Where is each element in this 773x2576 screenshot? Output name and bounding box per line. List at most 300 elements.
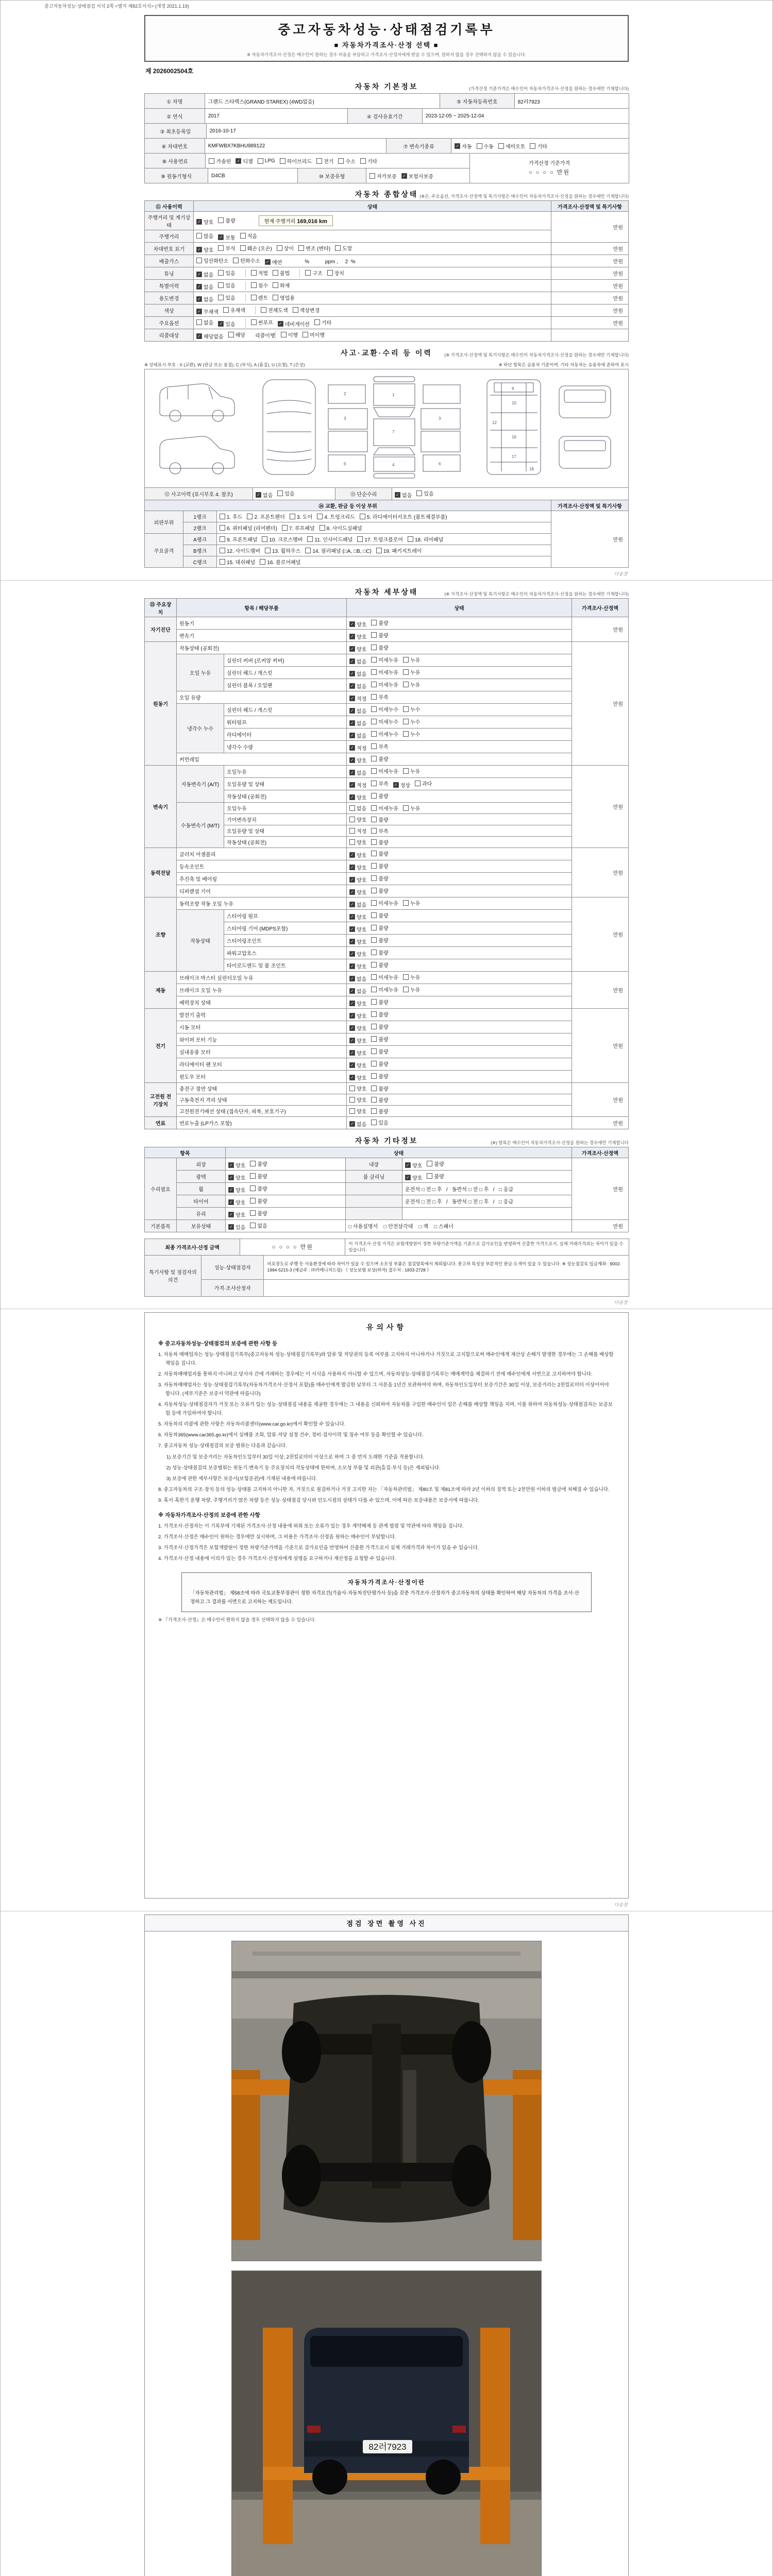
checkbox-option[interactable] bbox=[371, 668, 398, 676]
checked-checkbox-icon[interactable]: ✓ bbox=[401, 173, 407, 179]
unchecked-checkbox-icon[interactable] bbox=[307, 536, 313, 542]
checkbox-option[interactable] bbox=[371, 936, 388, 944]
checkbox-option[interactable] bbox=[349, 1037, 366, 1044]
checkbox-option[interactable] bbox=[371, 730, 398, 738]
unchecked-checkbox-icon[interactable] bbox=[427, 1161, 432, 1166]
checkbox-option[interactable] bbox=[360, 157, 377, 165]
checkbox-option[interactable] bbox=[218, 281, 235, 289]
checkbox-option[interactable] bbox=[403, 899, 420, 907]
checkbox-option[interactable] bbox=[349, 707, 366, 715]
checkbox-option[interactable] bbox=[305, 547, 372, 554]
checkbox-option[interactable] bbox=[403, 681, 420, 688]
checkbox-option[interactable] bbox=[349, 781, 366, 789]
checkbox-option[interactable] bbox=[196, 295, 213, 303]
checkbox-option[interactable] bbox=[240, 232, 257, 240]
unchecked-checkbox-icon[interactable] bbox=[273, 282, 278, 288]
unchecked-checkbox-icon[interactable] bbox=[335, 245, 341, 251]
checkbox-option[interactable] bbox=[250, 1222, 267, 1229]
unchecked-checkbox-icon[interactable] bbox=[247, 514, 253, 519]
unchecked-checkbox-icon[interactable] bbox=[530, 143, 535, 149]
unchecked-checkbox-icon[interactable] bbox=[371, 706, 377, 712]
checked-checkbox-icon[interactable]: ✓ bbox=[228, 1162, 234, 1168]
unchecked-checkbox-icon[interactable] bbox=[371, 768, 377, 774]
unchecked-checkbox-icon[interactable] bbox=[371, 805, 377, 811]
checkbox-option[interactable] bbox=[265, 258, 282, 266]
checked-checkbox-icon[interactable]: ✓ bbox=[256, 492, 261, 498]
checked-checkbox-icon[interactable]: ✓ bbox=[349, 877, 355, 883]
checked-checkbox-icon[interactable]: ✓ bbox=[349, 963, 355, 969]
checkbox-option[interactable] bbox=[196, 232, 213, 240]
unchecked-checkbox-icon[interactable] bbox=[371, 937, 377, 943]
unchecked-checkbox-icon[interactable] bbox=[371, 1011, 377, 1017]
unchecked-checkbox-icon[interactable] bbox=[303, 332, 308, 337]
unchecked-checkbox-icon[interactable] bbox=[371, 620, 377, 625]
checkbox-option[interactable] bbox=[349, 1084, 366, 1092]
checkbox-option[interactable] bbox=[196, 332, 224, 340]
checked-checkbox-icon[interactable]: ✓ bbox=[349, 1001, 355, 1006]
checked-checkbox-icon[interactable]: ✓ bbox=[196, 272, 202, 277]
checkbox-option[interactable] bbox=[278, 320, 310, 328]
checkbox-option[interactable] bbox=[371, 792, 388, 800]
unchecked-checkbox-icon[interactable] bbox=[251, 319, 257, 325]
unchecked-checkbox-icon[interactable] bbox=[349, 817, 355, 822]
unchecked-checkbox-icon[interactable] bbox=[314, 319, 320, 325]
unchecked-checkbox-icon[interactable] bbox=[403, 669, 409, 675]
unchecked-checkbox-icon[interactable] bbox=[250, 1173, 256, 1179]
checked-checkbox-icon[interactable]: ✓ bbox=[349, 671, 355, 676]
unchecked-checkbox-icon[interactable] bbox=[360, 158, 366, 164]
checkbox-option[interactable] bbox=[371, 693, 388, 701]
checkbox-option[interactable] bbox=[349, 999, 366, 1007]
checked-checkbox-icon[interactable]: ✓ bbox=[236, 158, 241, 164]
checkbox-option[interactable] bbox=[298, 244, 330, 252]
checkbox-option[interactable] bbox=[403, 986, 420, 993]
checkbox-option[interactable] bbox=[196, 246, 213, 253]
unchecked-checkbox-icon[interactable] bbox=[371, 851, 377, 856]
unchecked-checkbox-icon[interactable] bbox=[218, 282, 224, 288]
checked-checkbox-icon[interactable]: ✓ bbox=[455, 143, 460, 149]
unchecked-checkbox-icon[interactable] bbox=[408, 536, 413, 542]
unchecked-checkbox-icon[interactable] bbox=[371, 817, 377, 822]
checkbox-option[interactable] bbox=[250, 1172, 267, 1180]
unchecked-checkbox-icon[interactable] bbox=[403, 987, 409, 992]
checkbox-option[interactable] bbox=[236, 157, 253, 165]
checkbox-option[interactable] bbox=[349, 633, 366, 640]
unchecked-checkbox-icon[interactable] bbox=[371, 987, 377, 992]
checkbox-option[interactable] bbox=[273, 294, 295, 301]
checkbox-option[interactable] bbox=[349, 719, 366, 727]
unchecked-checkbox-icon[interactable] bbox=[349, 805, 355, 811]
unchecked-checkbox-icon[interactable] bbox=[371, 912, 377, 918]
checkbox-option[interactable] bbox=[357, 535, 403, 543]
checkbox-option[interactable] bbox=[401, 172, 433, 180]
checked-checkbox-icon[interactable]: ✓ bbox=[196, 219, 202, 225]
unchecked-checkbox-icon[interactable] bbox=[349, 839, 355, 845]
unchecked-checkbox-icon[interactable] bbox=[251, 282, 257, 288]
next-page-link[interactable]: 다음장 bbox=[614, 1299, 628, 1305]
checkbox-option[interactable] bbox=[251, 281, 268, 289]
unchecked-checkbox-icon[interactable] bbox=[338, 158, 344, 164]
unchecked-checkbox-icon[interactable] bbox=[371, 1073, 377, 1079]
checkbox-option[interactable] bbox=[335, 244, 352, 252]
checkbox-option[interactable] bbox=[228, 1161, 245, 1169]
checkbox-option[interactable] bbox=[405, 1174, 422, 1181]
checked-checkbox-icon[interactable]: ✓ bbox=[349, 865, 355, 870]
unchecked-checkbox-icon[interactable] bbox=[290, 514, 295, 519]
checkbox-option[interactable] bbox=[349, 851, 366, 859]
checkbox-option[interactable] bbox=[293, 306, 320, 314]
checkbox-option[interactable] bbox=[220, 547, 260, 554]
checkbox-option[interactable] bbox=[220, 513, 242, 520]
checkbox-option[interactable] bbox=[349, 804, 366, 812]
checkbox-option[interactable] bbox=[349, 950, 366, 958]
checkbox-option[interactable] bbox=[349, 1061, 366, 1069]
checkbox-option[interactable] bbox=[371, 1084, 388, 1092]
unchecked-checkbox-icon[interactable] bbox=[360, 514, 365, 519]
checked-checkbox-icon[interactable]: ✓ bbox=[196, 296, 202, 302]
checkbox-option[interactable] bbox=[349, 1096, 366, 1104]
unchecked-checkbox-icon[interactable] bbox=[371, 999, 377, 1005]
checkbox-option[interactable] bbox=[349, 1049, 366, 1057]
checked-checkbox-icon[interactable]: ✓ bbox=[349, 1013, 355, 1019]
unchecked-checkbox-icon[interactable] bbox=[371, 694, 377, 700]
checkbox-option[interactable] bbox=[349, 657, 366, 665]
checkbox-option[interactable] bbox=[371, 973, 398, 981]
checkbox-option[interactable] bbox=[371, 619, 388, 626]
checkbox-option[interactable] bbox=[228, 331, 245, 338]
checkbox-option[interactable] bbox=[290, 513, 312, 520]
unchecked-checkbox-icon[interactable] bbox=[349, 828, 355, 834]
checkbox-option[interactable] bbox=[349, 1107, 366, 1115]
checkbox-option[interactable] bbox=[371, 742, 388, 750]
checkbox-option[interactable] bbox=[228, 1174, 245, 1181]
checkbox-option[interactable] bbox=[349, 901, 366, 908]
unchecked-checkbox-icon[interactable] bbox=[220, 548, 225, 553]
unchecked-checkbox-icon[interactable] bbox=[273, 270, 278, 276]
checked-checkbox-icon[interactable]: ✓ bbox=[349, 745, 355, 751]
checkbox-option[interactable] bbox=[316, 157, 333, 165]
checked-checkbox-icon[interactable]: ✓ bbox=[278, 321, 283, 327]
unchecked-checkbox-icon[interactable] bbox=[218, 217, 224, 223]
unchecked-checkbox-icon[interactable] bbox=[218, 295, 224, 300]
unchecked-checkbox-icon[interactable] bbox=[371, 1061, 377, 1066]
unchecked-checkbox-icon[interactable] bbox=[403, 719, 409, 724]
checked-checkbox-icon[interactable]: ✓ bbox=[196, 247, 202, 252]
checkbox-option[interactable] bbox=[240, 244, 272, 252]
unchecked-checkbox-icon[interactable] bbox=[277, 490, 283, 496]
unchecked-checkbox-icon[interactable] bbox=[371, 657, 377, 663]
checked-checkbox-icon[interactable]: ✓ bbox=[349, 733, 355, 738]
unchecked-checkbox-icon[interactable] bbox=[349, 1086, 355, 1091]
checkbox-option[interactable] bbox=[196, 308, 219, 315]
checked-checkbox-icon[interactable]: ✓ bbox=[349, 770, 355, 775]
checkbox-option[interactable] bbox=[349, 694, 366, 702]
unchecked-checkbox-icon[interactable] bbox=[403, 657, 409, 663]
checkbox-option[interactable] bbox=[349, 1012, 366, 1020]
unchecked-checkbox-icon[interactable] bbox=[371, 1120, 377, 1125]
checkbox-option[interactable] bbox=[360, 513, 447, 520]
checkbox-option[interactable] bbox=[196, 318, 213, 326]
checkbox-option[interactable] bbox=[403, 656, 420, 664]
checkbox-option[interactable] bbox=[477, 142, 494, 150]
unchecked-checkbox-icon[interactable] bbox=[196, 319, 202, 325]
unchecked-checkbox-icon[interactable] bbox=[240, 233, 246, 239]
unchecked-checkbox-icon[interactable] bbox=[220, 514, 225, 519]
checkbox-option[interactable] bbox=[349, 793, 366, 801]
unchecked-checkbox-icon[interactable] bbox=[250, 1223, 256, 1228]
checkbox-option[interactable] bbox=[405, 1161, 422, 1169]
checkbox-option[interactable] bbox=[369, 172, 397, 180]
checkbox-option[interactable] bbox=[349, 769, 366, 776]
unchecked-checkbox-icon[interactable] bbox=[250, 1185, 256, 1191]
checkbox-option[interactable] bbox=[320, 524, 362, 532]
unchecked-checkbox-icon[interactable] bbox=[371, 645, 377, 650]
unchecked-checkbox-icon[interactable] bbox=[218, 245, 224, 251]
checkbox-option[interactable] bbox=[218, 233, 235, 241]
checkbox-option[interactable] bbox=[196, 257, 228, 264]
checkbox-option[interactable] bbox=[403, 973, 420, 981]
checked-checkbox-icon[interactable]: ✓ bbox=[349, 794, 355, 800]
checkbox-option[interactable] bbox=[371, 1060, 388, 1067]
checked-checkbox-icon[interactable]: ✓ bbox=[228, 1187, 234, 1193]
checkbox-option[interactable] bbox=[265, 547, 300, 554]
checkbox-option[interactable] bbox=[218, 244, 235, 252]
checked-checkbox-icon[interactable]: ✓ bbox=[349, 696, 355, 701]
unchecked-checkbox-icon[interactable] bbox=[316, 158, 322, 164]
checked-checkbox-icon[interactable]: ✓ bbox=[349, 782, 355, 788]
next-page-link[interactable]: 다음장 bbox=[614, 571, 628, 577]
unchecked-checkbox-icon[interactable] bbox=[233, 258, 239, 263]
unchecked-checkbox-icon[interactable] bbox=[327, 270, 333, 276]
checkbox-option[interactable] bbox=[220, 524, 277, 532]
checkbox-option[interactable] bbox=[498, 142, 526, 150]
checked-checkbox-icon[interactable]: ✓ bbox=[196, 333, 202, 339]
checkbox-option[interactable] bbox=[403, 668, 420, 676]
checkbox-option[interactable] bbox=[228, 1198, 245, 1206]
checkbox-option[interactable] bbox=[258, 158, 275, 164]
unchecked-checkbox-icon[interactable] bbox=[403, 706, 409, 712]
unchecked-checkbox-icon[interactable] bbox=[349, 1108, 355, 1114]
checkbox-option[interactable] bbox=[349, 863, 366, 871]
unchecked-checkbox-icon[interactable] bbox=[220, 525, 225, 531]
checkbox-option[interactable] bbox=[403, 804, 420, 812]
checked-checkbox-icon[interactable]: ✓ bbox=[349, 658, 355, 664]
checkbox-option[interactable] bbox=[281, 331, 298, 338]
checkbox-option[interactable] bbox=[349, 827, 366, 835]
checked-checkbox-icon[interactable]: ✓ bbox=[349, 683, 355, 689]
checked-checkbox-icon[interactable]: ✓ bbox=[228, 1212, 234, 1217]
checked-checkbox-icon[interactable]: ✓ bbox=[349, 634, 355, 639]
unchecked-checkbox-icon[interactable] bbox=[371, 863, 377, 869]
checkbox-option[interactable] bbox=[371, 1023, 388, 1030]
checkbox-option[interactable] bbox=[371, 827, 388, 835]
checkbox-option[interactable] bbox=[371, 779, 388, 787]
checkbox-option[interactable] bbox=[223, 306, 245, 314]
checked-checkbox-icon[interactable]: ✓ bbox=[393, 782, 399, 788]
checked-checkbox-icon[interactable]: ✓ bbox=[349, 1121, 355, 1127]
unchecked-checkbox-icon[interactable] bbox=[320, 525, 325, 531]
checkbox-option[interactable] bbox=[371, 816, 388, 823]
checkbox-option[interactable] bbox=[256, 491, 273, 499]
checkbox-option[interactable] bbox=[314, 318, 331, 326]
checked-checkbox-icon[interactable]: ✓ bbox=[349, 926, 355, 932]
checkbox-option[interactable] bbox=[455, 142, 472, 150]
checkbox-option[interactable] bbox=[349, 987, 366, 995]
checkbox-option[interactable] bbox=[209, 157, 231, 165]
checkbox-option[interactable] bbox=[260, 558, 300, 566]
unchecked-checkbox-icon[interactable] bbox=[282, 525, 288, 531]
checkbox-option[interactable] bbox=[376, 547, 422, 554]
unchecked-checkbox-icon[interactable] bbox=[277, 245, 282, 251]
unchecked-checkbox-icon[interactable] bbox=[250, 1161, 256, 1166]
checkbox-option[interactable] bbox=[277, 489, 294, 497]
checkbox-option[interactable] bbox=[371, 887, 388, 894]
checked-checkbox-icon[interactable]: ✓ bbox=[349, 852, 355, 858]
checkbox-option[interactable] bbox=[349, 744, 366, 752]
checkbox-option[interactable] bbox=[338, 157, 355, 165]
unchecked-checkbox-icon[interactable] bbox=[317, 514, 323, 519]
checkbox-option[interactable] bbox=[403, 730, 420, 738]
unchecked-checkbox-icon[interactable] bbox=[371, 719, 377, 724]
checkbox-option[interactable] bbox=[233, 257, 260, 264]
checked-checkbox-icon[interactable]: ✓ bbox=[196, 309, 202, 314]
checkbox-option[interactable] bbox=[218, 216, 235, 224]
checkbox-option[interactable] bbox=[228, 1211, 245, 1218]
checked-checkbox-icon[interactable]: ✓ bbox=[228, 1175, 234, 1180]
checkbox-option[interactable] bbox=[371, 1107, 388, 1115]
checkbox-option[interactable] bbox=[250, 1160, 267, 1167]
checkbox-option[interactable] bbox=[371, 681, 398, 688]
checkbox-option[interactable] bbox=[327, 269, 344, 277]
checkbox-option[interactable] bbox=[349, 888, 366, 896]
checkbox-option[interactable] bbox=[349, 756, 366, 764]
unchecked-checkbox-icon[interactable] bbox=[376, 548, 382, 553]
unchecked-checkbox-icon[interactable] bbox=[371, 828, 377, 834]
checkbox-option[interactable] bbox=[250, 1184, 267, 1192]
checkbox-option[interactable] bbox=[349, 1024, 366, 1032]
checkbox-option[interactable] bbox=[349, 838, 366, 846]
unchecked-checkbox-icon[interactable] bbox=[218, 270, 224, 276]
unchecked-checkbox-icon[interactable] bbox=[371, 875, 377, 881]
unchecked-checkbox-icon[interactable] bbox=[371, 1108, 377, 1114]
unchecked-checkbox-icon[interactable] bbox=[371, 1086, 377, 1091]
checkbox-option[interactable] bbox=[218, 269, 235, 277]
unchecked-checkbox-icon[interactable] bbox=[403, 805, 409, 811]
checkbox-option[interactable] bbox=[349, 620, 366, 628]
unchecked-checkbox-icon[interactable] bbox=[403, 974, 409, 980]
checked-checkbox-icon[interactable]: ✓ bbox=[349, 951, 355, 957]
unchecked-checkbox-icon[interactable] bbox=[371, 731, 377, 737]
unchecked-checkbox-icon[interactable] bbox=[262, 536, 267, 542]
checkbox-option[interactable] bbox=[349, 1120, 366, 1128]
checkbox-option[interactable] bbox=[403, 767, 420, 775]
checkbox-option[interactable] bbox=[371, 767, 398, 775]
unchecked-checkbox-icon[interactable] bbox=[371, 1036, 377, 1042]
unchecked-checkbox-icon[interactable] bbox=[209, 158, 214, 164]
unchecked-checkbox-icon[interactable] bbox=[251, 270, 257, 276]
checkbox-option[interactable] bbox=[349, 645, 366, 653]
unchecked-checkbox-icon[interactable] bbox=[498, 143, 504, 149]
checkbox-option[interactable] bbox=[273, 269, 290, 277]
unchecked-checkbox-icon[interactable] bbox=[371, 781, 377, 786]
checkbox-option[interactable] bbox=[371, 631, 388, 639]
unchecked-checkbox-icon[interactable] bbox=[371, 925, 377, 930]
checkbox-option[interactable] bbox=[349, 925, 366, 933]
unchecked-checkbox-icon[interactable] bbox=[371, 900, 377, 906]
checkbox-option[interactable] bbox=[371, 948, 388, 956]
unchecked-checkbox-icon[interactable] bbox=[371, 669, 377, 675]
unchecked-checkbox-icon[interactable] bbox=[427, 1173, 432, 1179]
checkbox-option[interactable] bbox=[218, 294, 235, 301]
checkbox-option[interactable] bbox=[371, 1118, 388, 1126]
unchecked-checkbox-icon[interactable] bbox=[251, 295, 257, 300]
checked-checkbox-icon[interactable]: ✓ bbox=[349, 988, 355, 994]
unchecked-checkbox-icon[interactable] bbox=[371, 839, 377, 845]
checkbox-option[interactable] bbox=[349, 876, 366, 884]
unchecked-checkbox-icon[interactable] bbox=[403, 768, 409, 774]
checkbox-option[interactable] bbox=[371, 911, 388, 919]
checkbox-option[interactable] bbox=[303, 331, 325, 338]
checkbox-option[interactable] bbox=[530, 142, 547, 150]
checkbox-option[interactable] bbox=[218, 320, 235, 328]
checked-checkbox-icon[interactable]: ✓ bbox=[228, 1224, 234, 1230]
checkbox-option[interactable] bbox=[371, 874, 388, 882]
checkbox-option[interactable] bbox=[371, 850, 388, 857]
checkbox-option[interactable] bbox=[403, 705, 420, 713]
checkbox-option[interactable] bbox=[349, 732, 366, 739]
checked-checkbox-icon[interactable]: ✓ bbox=[405, 1175, 411, 1180]
unchecked-checkbox-icon[interactable] bbox=[220, 559, 225, 565]
checkbox-option[interactable] bbox=[282, 524, 315, 532]
unchecked-checkbox-icon[interactable] bbox=[477, 143, 482, 149]
checkbox-option[interactable] bbox=[371, 1010, 388, 1018]
checkbox-option[interactable] bbox=[371, 656, 398, 664]
checkbox-option[interactable] bbox=[273, 281, 290, 289]
checked-checkbox-icon[interactable]: ✓ bbox=[265, 259, 271, 265]
unchecked-checkbox-icon[interactable] bbox=[293, 307, 298, 313]
checkbox-option[interactable] bbox=[371, 718, 398, 725]
unchecked-checkbox-icon[interactable] bbox=[371, 682, 377, 687]
checked-checkbox-icon[interactable]: ✓ bbox=[349, 939, 355, 944]
checkbox-option[interactable] bbox=[371, 862, 388, 870]
unchecked-checkbox-icon[interactable] bbox=[260, 559, 265, 565]
checked-checkbox-icon[interactable]: ✓ bbox=[349, 976, 355, 981]
checkbox-option[interactable] bbox=[349, 975, 366, 982]
checkbox-option[interactable] bbox=[371, 1047, 388, 1055]
unchecked-checkbox-icon[interactable] bbox=[305, 548, 311, 553]
unchecked-checkbox-icon[interactable] bbox=[298, 245, 304, 251]
checkbox-option[interactable] bbox=[305, 269, 322, 277]
checkbox-option[interactable] bbox=[277, 244, 294, 252]
unchecked-checkbox-icon[interactable] bbox=[371, 1097, 377, 1103]
checkbox-option[interactable] bbox=[251, 318, 273, 326]
checkbox-option[interactable] bbox=[371, 705, 398, 713]
unchecked-checkbox-icon[interactable] bbox=[228, 332, 234, 337]
checked-checkbox-icon[interactable]: ✓ bbox=[349, 1050, 355, 1056]
checkbox-option[interactable] bbox=[393, 781, 410, 789]
checkbox-option[interactable] bbox=[250, 1197, 267, 1205]
checked-checkbox-icon[interactable]: ✓ bbox=[349, 1025, 355, 1031]
unchecked-checkbox-icon[interactable] bbox=[357, 536, 363, 542]
checked-checkbox-icon[interactable]: ✓ bbox=[349, 889, 355, 895]
next-page-link[interactable]: 다음장 bbox=[614, 1902, 628, 1907]
checkbox-option[interactable] bbox=[349, 962, 366, 970]
checked-checkbox-icon[interactable]: ✓ bbox=[349, 757, 355, 763]
checkbox-option[interactable] bbox=[395, 491, 412, 499]
checkbox-option[interactable] bbox=[349, 682, 366, 690]
unchecked-checkbox-icon[interactable] bbox=[369, 173, 375, 179]
checkbox-option[interactable] bbox=[251, 269, 268, 277]
